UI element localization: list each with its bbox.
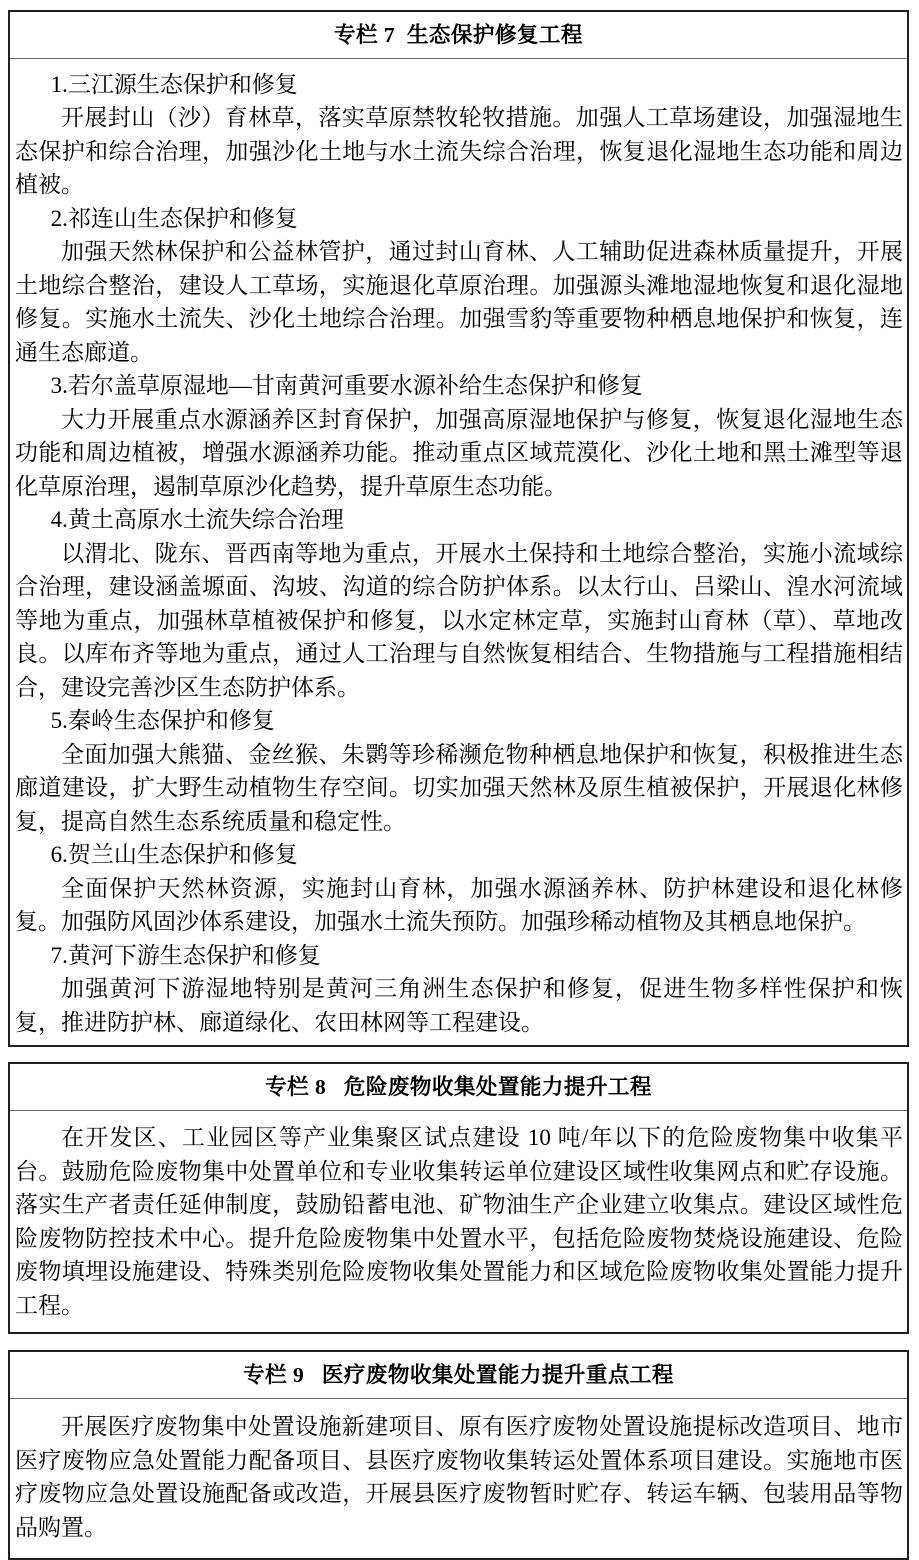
column-box-8-title: 专栏 8 危险废物收集处置能力提升工程	[10, 1064, 907, 1111]
column-box-8	[8, 1062, 909, 1334]
item-heading-2: 2.祁连山生态保护和修复	[50, 205, 298, 231]
item-heading-3: 3.若尔盖草原湿地—甘南黄河重要水源补给生态保护和修复	[50, 373, 643, 399]
item-body-1: 开展封山（沙）育林草，落实草原禁牧轮牧措施。加强人工草场建设，加强湿地生态保护和综合治理，加强沙化土地与水土流失综合治理，恢复退化湿地生态功能和周边植被。	[15, 105, 903, 198]
column-box-9	[8, 1350, 909, 1560]
column-box-7-body	[10, 59, 907, 1046]
column-box-9-body	[10, 1399, 907, 1558]
item-body-2: 加强天然林保护和公益林管护，通过封山育林、人工辅助促进森林质量提升，开展土地综合整治，建设人工草场，实施退化草原治理。加强源头滩地湿地恢复和退化湿地修复。实施水土流失、沙化土地综合治理。加强雪豹等重要物种栖息地保护和恢复，连通生态廊道。	[15, 239, 903, 365]
item-heading-4: 4.黄土高原水土流失综合治理	[50, 507, 344, 533]
item-body-7: 加强黄河下游湿地特别是黄河三角洲生态保护和修复，促进生物多样性保护和恢复，推进防护林、廊道绿化、农田林网等工程建设。	[15, 976, 903, 1035]
column-box-7-title: 专栏 7 生态保护修复工程	[10, 12, 907, 59]
column-box-8-body	[10, 1111, 907, 1332]
column-box-9-paragraph: 开展医疗废物集中处置设施新建项目、原有医疗废物处置设施提标改造项目、地市医疗废物应急处置能力配备项目、县医疗废物收集转运处置体系项目建设。实施地市医疗废物应急处置设施配备或改造，开展县医疗废物暂时贮存、转运车辆、包装用品等物品购置。	[15, 1414, 903, 1540]
item-heading-1: 1.三江源生态保护和修复	[50, 71, 298, 97]
item-heading-6: 6.贺兰山生态保护和修复	[50, 842, 298, 868]
item-body-4: 以渭北、陇东、晋西南等地为重点，开展水土保持和土地综合整治，实施小流域综合治理，建设涵盖塬面、沟坡、沟道的综合防护体系。以太行山、吕梁山、湟水河流域等地为重点，加强林草植被保护和修复，以水定林定草，实施封山育林（草）、草地改良。以库布齐等地为重点，通过人工治理与自然恢复相结合、生物措施与工程措施相结合，建设完善沙区生态防护体系。	[15, 540, 903, 700]
item-body-3: 大力开展重点水源涵养区封育保护，加强高原湿地保护与修复，恢复退化湿地生态功能和周边植被，增强水源涵养功能。推动重点区域荒漠化、沙化土地和黑土滩型等退化草原治理，遏制草原沙化趋势，提升草原生态功能。	[15, 406, 903, 499]
column-box-7	[8, 10, 909, 1047]
item-body-6: 全面保护天然林资源，实施封山育林，加强水源涵养林、防护林建设和退化林修复。加强防风固沙体系建设，加强水土流失预防。加强珍稀动植物及其栖息地保护。	[15, 875, 903, 935]
item-heading-7: 7.黄河下游生态保护和修复	[50, 942, 321, 968]
column-box-8-paragraph: 在开发区、工业园区等产业集聚区试点建设 10 吨/年以下的危险废物集中收集平台。鼓励危险废物集中处置单位和专业收集转运单位建设区域性收集网点和贮存设施。落实生产者责任延伸制度，鼓励铅蓄电池、矿物油生产企业建立收集点。建设区域性危险废物防控技术中心。提升危险废物集中处置水平，包括危险废物焚烧设施建设、危险废物填埋设施建设、特殊类别危险废物收集处置能力和区域危险废物收集处置能力提升工程。	[15, 1125, 903, 1318]
item-body-5: 全面加强大熊猫、金丝猴、朱鹮等珍稀濒危物种栖息地保护和恢复，积极推进生态廊道建设，扩大野生动植物生存空间。切实加强天然林及原生植被保护，开展退化林修复，提高自然生态系统质量和稳定性。	[15, 741, 903, 834]
item-heading-5: 5.秦岭生态保护和修复	[50, 708, 275, 734]
column-box-9-title: 专栏 9 医疗废物收集处置能力提升重点工程	[10, 1352, 907, 1399]
